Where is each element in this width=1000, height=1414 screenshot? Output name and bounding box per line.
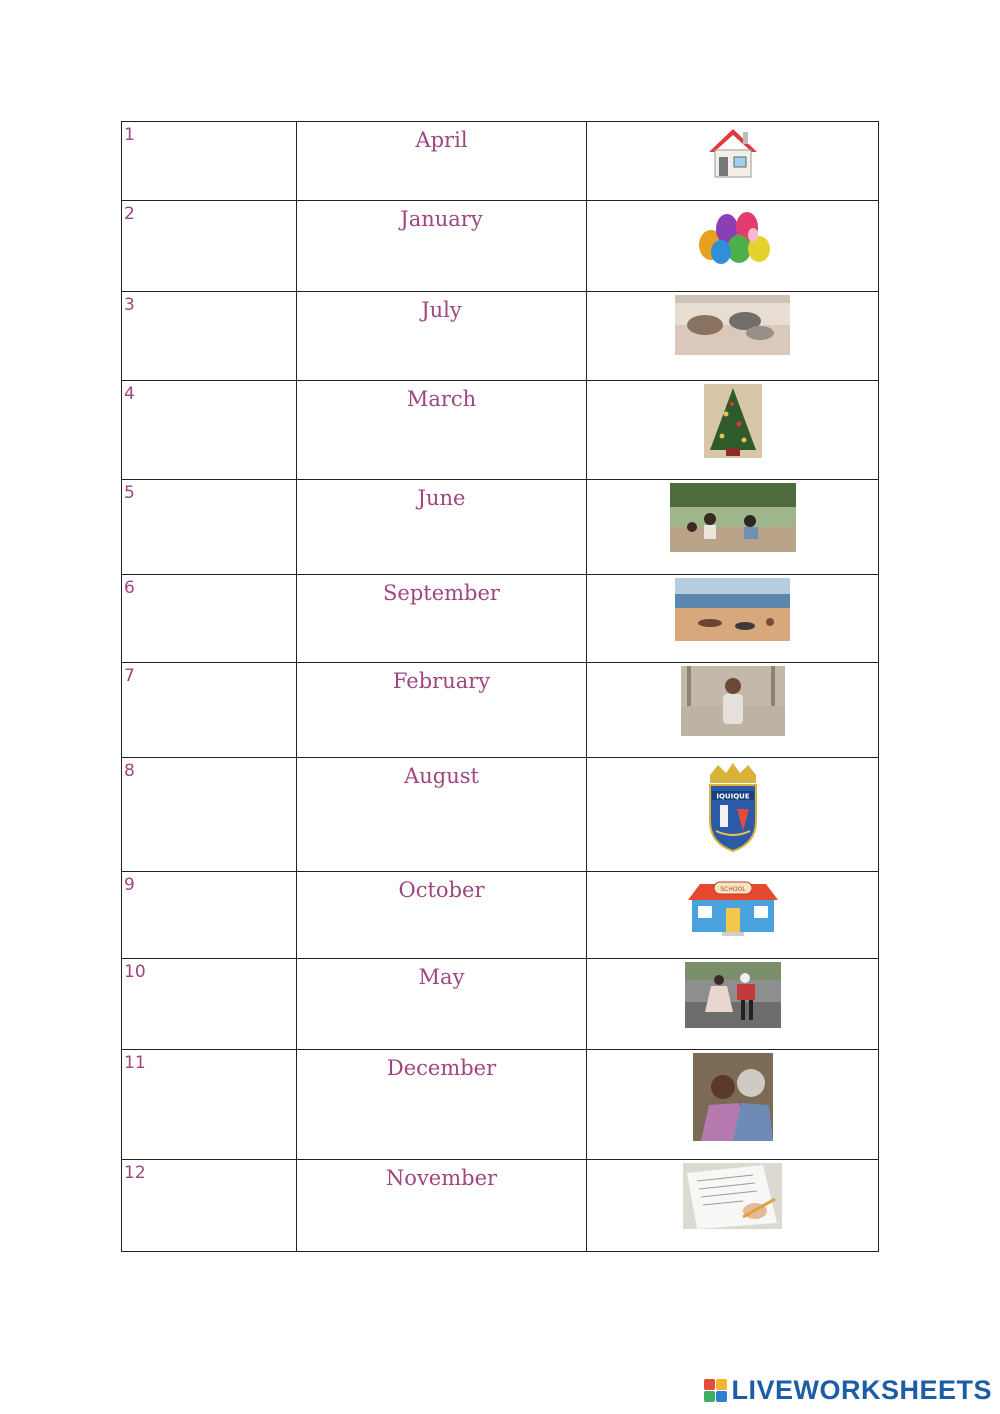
- row-number: 10: [124, 962, 146, 982]
- test-paper-photo: [683, 1163, 782, 1229]
- number-cell: [122, 201, 297, 292]
- picture-cell: [587, 292, 879, 381]
- number-cell: [122, 480, 297, 575]
- children-playing-park-photo: [670, 483, 796, 552]
- picture-cell: [587, 1160, 879, 1252]
- shield-text: IQUIQUE: [715, 792, 750, 801]
- table-row: [122, 292, 879, 381]
- table-row: [122, 872, 879, 959]
- number-cell: [122, 575, 297, 663]
- month-cell: [297, 1160, 587, 1252]
- month-label: April: [415, 128, 468, 152]
- christmas-tree-photo: [704, 384, 762, 458]
- table-row: [122, 201, 879, 292]
- cats-on-bed-photo: [675, 295, 790, 355]
- month-label: February: [392, 669, 491, 693]
- month-label: July: [421, 298, 462, 322]
- worksheet-table: [121, 121, 879, 1252]
- number-cell: [122, 1050, 297, 1160]
- row-number: 3: [124, 295, 135, 315]
- table-row: [122, 758, 879, 872]
- row-number: 2: [124, 204, 135, 224]
- picture-cell: [587, 381, 879, 480]
- number-cell: [122, 1160, 297, 1252]
- number-cell: [122, 959, 297, 1050]
- month-cell: [297, 201, 587, 292]
- table-row: [122, 1050, 879, 1160]
- picture-cell: [587, 872, 879, 959]
- school-sign: SCHOOL: [719, 886, 746, 893]
- month-cell: [297, 758, 587, 872]
- row-number: 4: [124, 384, 135, 404]
- row-number: 7: [124, 666, 135, 686]
- grandmother-hug-photo: [693, 1053, 773, 1141]
- picture-cell: [587, 1050, 879, 1160]
- month-cell: [297, 959, 587, 1050]
- month-cell: [297, 575, 587, 663]
- number-cell: [122, 292, 297, 381]
- row-number: 1: [124, 125, 135, 145]
- picture-cell: [587, 575, 879, 663]
- month-cell: [297, 872, 587, 959]
- school-building-icon: [678, 878, 788, 938]
- table-row: [122, 1160, 879, 1252]
- woman-winter-coat-photo: [681, 666, 785, 736]
- month-cell: [297, 122, 587, 201]
- number-cell: [122, 872, 297, 959]
- month-label: June: [417, 486, 466, 510]
- month-label: January: [400, 207, 483, 231]
- number-cell: [122, 663, 297, 758]
- month-label: March: [406, 387, 477, 411]
- month-cell: [297, 381, 587, 480]
- month-label: August: [404, 764, 479, 788]
- month-label: May: [418, 965, 465, 989]
- picture-cell: [587, 122, 879, 201]
- logo-mark: [704, 1379, 727, 1402]
- picture-cell: [587, 480, 879, 575]
- month-cell: [297, 480, 587, 575]
- table-row: [122, 959, 879, 1050]
- row-number: 11: [124, 1053, 146, 1073]
- month-label: December: [386, 1056, 497, 1080]
- easter-eggs-photo: [691, 207, 775, 267]
- table-row: [122, 480, 879, 575]
- liveworksheets-logo: [704, 1375, 992, 1406]
- row-number: 6: [124, 578, 135, 598]
- number-cell: [122, 758, 297, 872]
- row-number: 5: [124, 483, 135, 503]
- picture-cell: [587, 201, 879, 292]
- month-label: October: [398, 878, 485, 902]
- picture-cell: [587, 959, 879, 1050]
- table-row: [122, 575, 879, 663]
- picture-cell: [587, 663, 879, 758]
- month-label: September: [383, 581, 500, 605]
- row-number: 12: [124, 1163, 146, 1183]
- picture-cell: [587, 758, 879, 872]
- row-number: 9: [124, 875, 135, 895]
- month-label: November: [385, 1166, 498, 1190]
- month-cell: [297, 1050, 587, 1160]
- house-icon: [705, 126, 761, 180]
- month-cell: [297, 292, 587, 381]
- iquique-coat-of-arms: [704, 761, 762, 853]
- table-row: [122, 122, 879, 201]
- table-row: [122, 663, 879, 758]
- beach-photo: [675, 578, 790, 641]
- month-cell: [297, 663, 587, 758]
- number-cell: [122, 122, 297, 201]
- row-number: 8: [124, 761, 135, 781]
- table-row: [122, 381, 879, 480]
- number-cell: [122, 381, 297, 480]
- brand-name: LIVEWORKSHEETS: [731, 1375, 992, 1405]
- cueca-dancers-photo: [685, 962, 781, 1028]
